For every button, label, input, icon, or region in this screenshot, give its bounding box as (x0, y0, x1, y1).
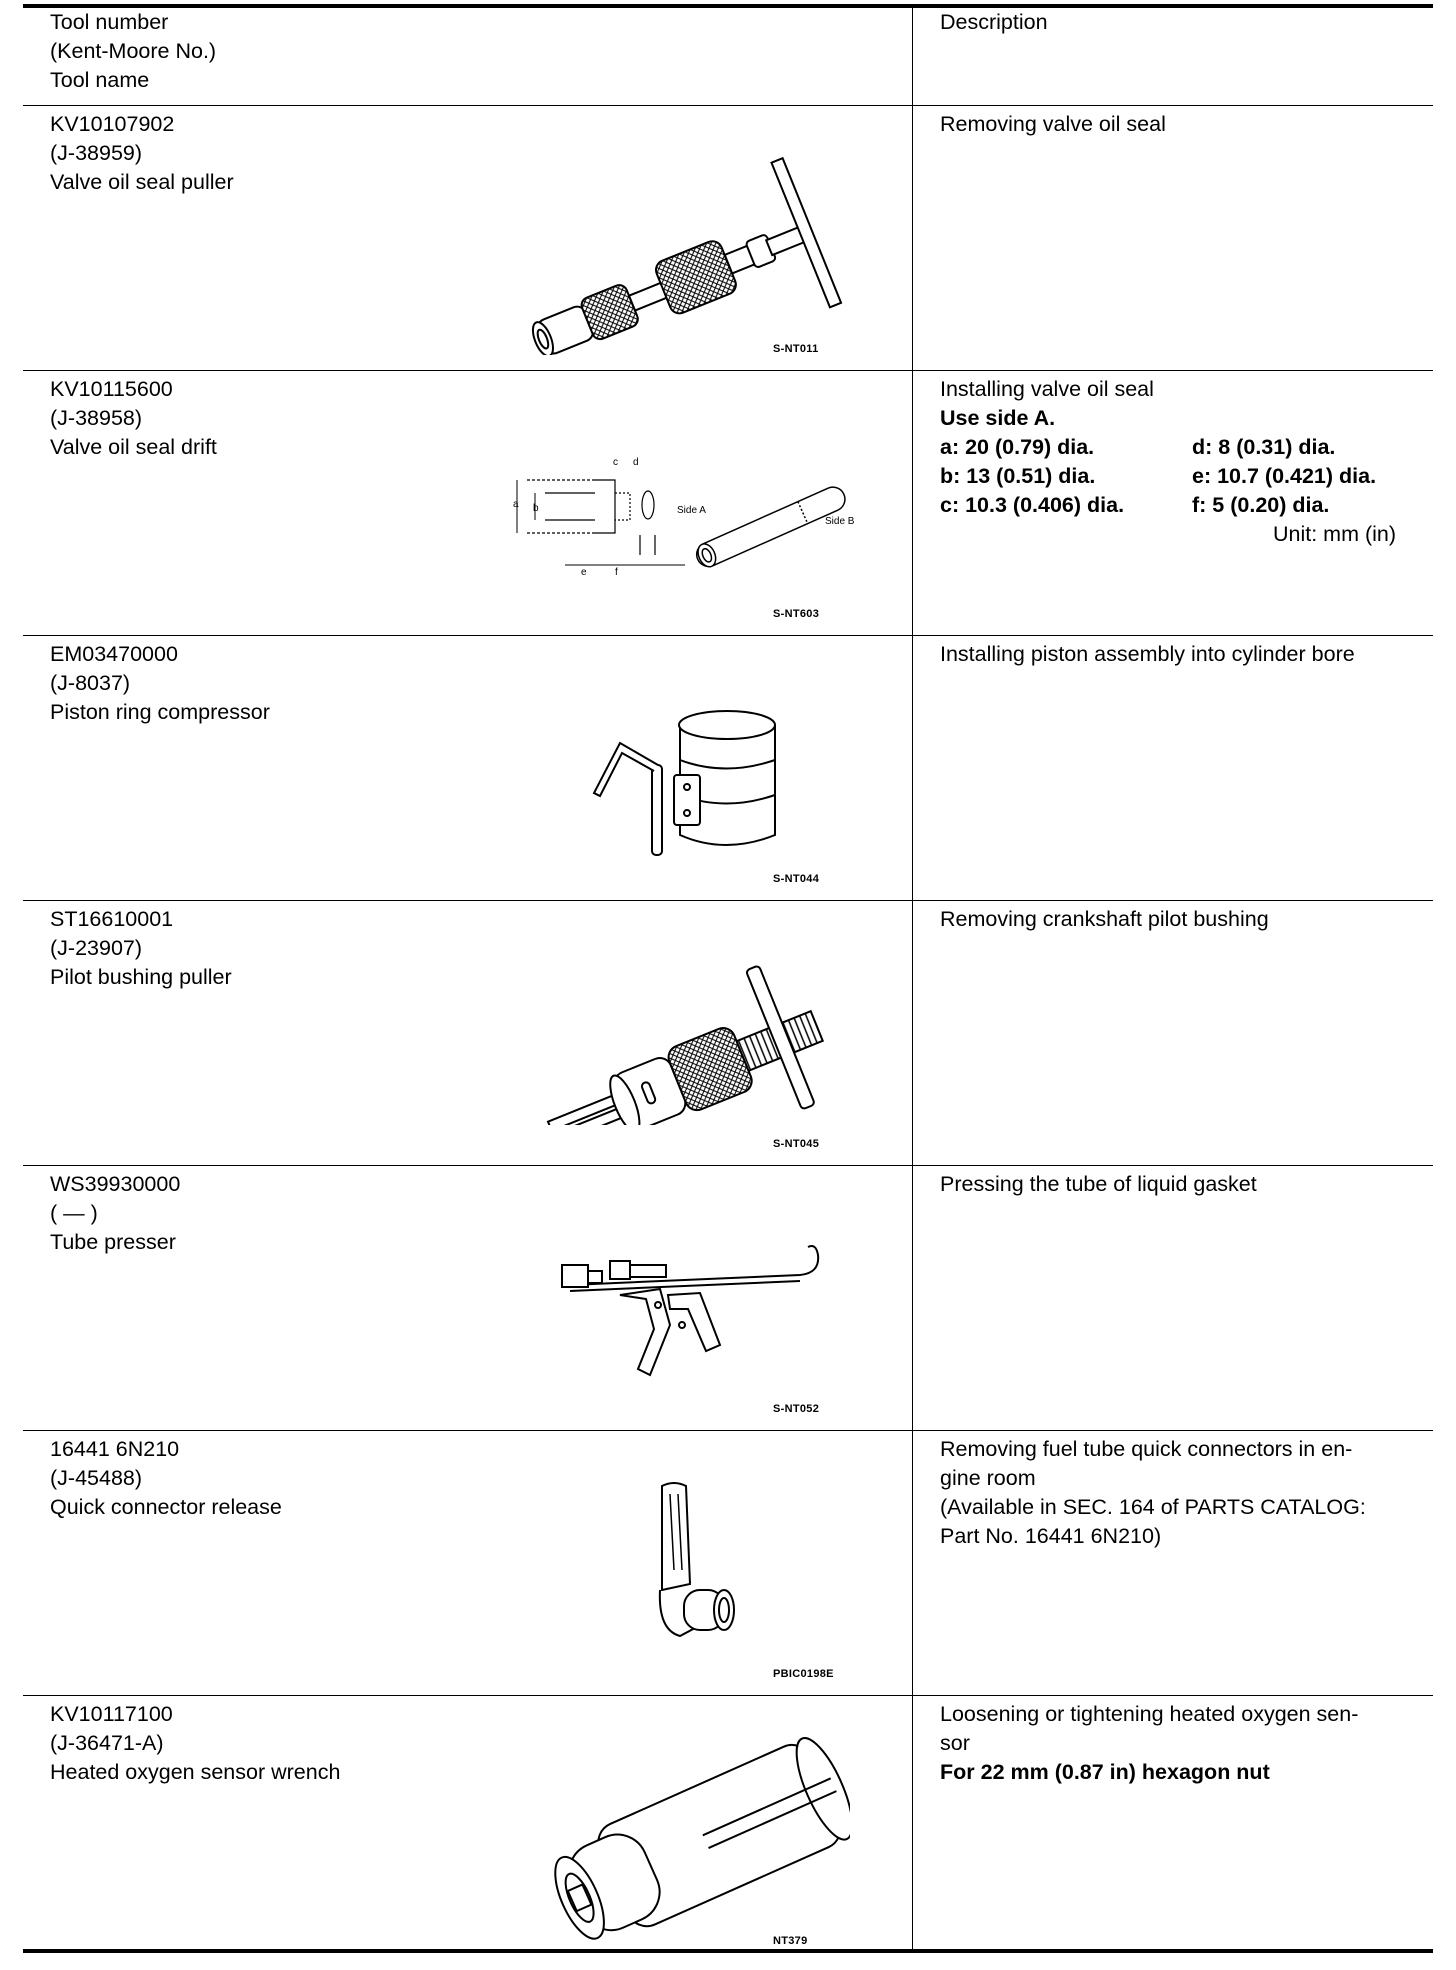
unit-label: Unit: mm (in) (1273, 522, 1397, 546)
description-line: Removing valve oil seal (940, 112, 1166, 136)
description-line: Pressing the tube of liquid gasket (940, 1172, 1257, 1196)
row-divider (23, 370, 1433, 371)
dimension-f: f: 5 (0.20) dia. (1192, 493, 1330, 517)
kent-moore-number: (J-38958) (50, 406, 143, 430)
header-kent-moore: (Kent-Moore No.) (50, 39, 217, 63)
figure-code: S-NT044 (773, 873, 820, 885)
tool-number: EM03470000 (50, 642, 178, 666)
description-line: sor (940, 1731, 970, 1755)
row-divider (23, 1695, 1433, 1696)
figure-label-f: f (615, 567, 618, 578)
figure-code: S-NT052 (773, 1403, 820, 1415)
kent-moore-number: ( — ) (50, 1201, 98, 1225)
row-divider (23, 900, 1433, 901)
kent-moore-number: (J-23907) (50, 936, 143, 960)
description-line: Part No. 16441 6N210) (940, 1524, 1162, 1548)
table-row (50, 1170, 180, 1257)
tool-description (940, 110, 1420, 139)
table-row (50, 905, 232, 992)
tool-number: WS39930000 (50, 1172, 181, 1196)
tool-number: KV10115600 (50, 377, 173, 401)
figure-code: S-NT603 (773, 608, 820, 620)
dimension-list (940, 433, 1420, 520)
figure-code: S-NT011 (773, 343, 819, 355)
description-line: Loosening or tightening heated oxygen sen- (940, 1702, 1359, 1726)
dimension-e: e: 10.7 (0.421) dia. (1192, 464, 1377, 488)
description-line: Installing piston assembly into cylinder bore (940, 642, 1355, 666)
tool-name: Piston ring compressor (50, 700, 270, 724)
tool-number: KV10107902 (50, 112, 175, 136)
header-right-cell (940, 8, 1420, 37)
figure-code: PBIC0198E (773, 1668, 834, 1680)
row-divider (23, 1430, 1433, 1431)
quick-connector-release-icon (640, 1480, 760, 1650)
description-line: (Available in SEC. 164 of PARTS CATALOG: (940, 1495, 1366, 1519)
description-line: Removing fuel tube quick connectors in en- (940, 1437, 1353, 1461)
row-divider (23, 635, 1433, 636)
tool-number: ST16610001 (50, 907, 174, 931)
figure-label-d: d (633, 457, 639, 468)
tool-description (940, 905, 1420, 934)
table-bottom-rule (23, 1949, 1433, 1953)
tool-name: Tube presser (50, 1230, 176, 1254)
tool-name: Valve oil seal drift (50, 435, 217, 459)
tool-number: 16441 6N210 (50, 1437, 180, 1461)
valve-oil-seal-drift-icon (505, 445, 895, 590)
figure-label-side-b: Side B (825, 516, 855, 527)
figure-label-c: c (613, 457, 618, 468)
dimension-a: a: 20 (0.79) dia. (940, 435, 1095, 459)
description-line: Installing valve oil seal (940, 377, 1154, 401)
valve-oil-seal-puller-icon (505, 155, 895, 355)
header-tool-name: Tool name (50, 68, 150, 92)
figure-code: NT379 (773, 1935, 808, 1947)
header-description: Description (940, 10, 1048, 34)
figure-code: S-NT045 (773, 1138, 820, 1150)
kent-moore-number: (J-38959) (50, 141, 143, 165)
table-row (50, 1700, 340, 1787)
tool-description (940, 1700, 1420, 1787)
description-line: gine room (940, 1466, 1036, 1490)
tool-name: Heated oxygen sensor wrench (50, 1760, 341, 1784)
pilot-bushing-puller-icon (530, 965, 860, 1125)
figure-label-a: a (513, 499, 519, 510)
table-row (50, 640, 270, 727)
table-row (50, 375, 217, 462)
figure-label-side-a: Side A (677, 505, 706, 516)
tool-description (940, 640, 1420, 669)
tool-name: Pilot bushing puller (50, 965, 232, 989)
dimension-b: b: 13 (0.51) dia. (940, 464, 1096, 488)
header-tool-number: Tool number (50, 10, 169, 34)
tool-name: Valve oil seal puller (50, 170, 234, 194)
description-note: Use side A. (940, 406, 1056, 430)
tube-presser-icon (550, 1235, 830, 1385)
column-divider (912, 6, 913, 1950)
tool-description (940, 375, 1420, 549)
tool-number: KV10117100 (50, 1702, 173, 1726)
header-left-cell (50, 8, 216, 95)
figure-label-e: e (581, 567, 587, 578)
description-note: For 22 mm (0.87 in) hexagon nut (940, 1760, 1270, 1784)
kent-moore-number: (J-36471-A) (50, 1731, 164, 1755)
description-line: Removing crankshaft pilot bushing (940, 907, 1269, 931)
dimension-d: d: 8 (0.31) dia. (1192, 435, 1336, 459)
dimension-c: c: 10.3 (0.406) dia. (940, 493, 1125, 517)
piston-ring-compressor-icon (580, 705, 800, 865)
tool-name: Quick connector release (50, 1495, 282, 1519)
tool-description (940, 1435, 1420, 1551)
table-row (50, 1435, 282, 1522)
kent-moore-number: (J-8037) (50, 671, 131, 695)
figure-label-b: b (533, 503, 539, 514)
kent-moore-number: (J-45488) (50, 1466, 143, 1490)
row-divider (23, 105, 1433, 106)
row-divider (23, 1165, 1433, 1166)
heated-oxygen-sensor-wrench-icon (540, 1720, 850, 1940)
table-row (50, 110, 234, 197)
tool-description (940, 1170, 1420, 1199)
